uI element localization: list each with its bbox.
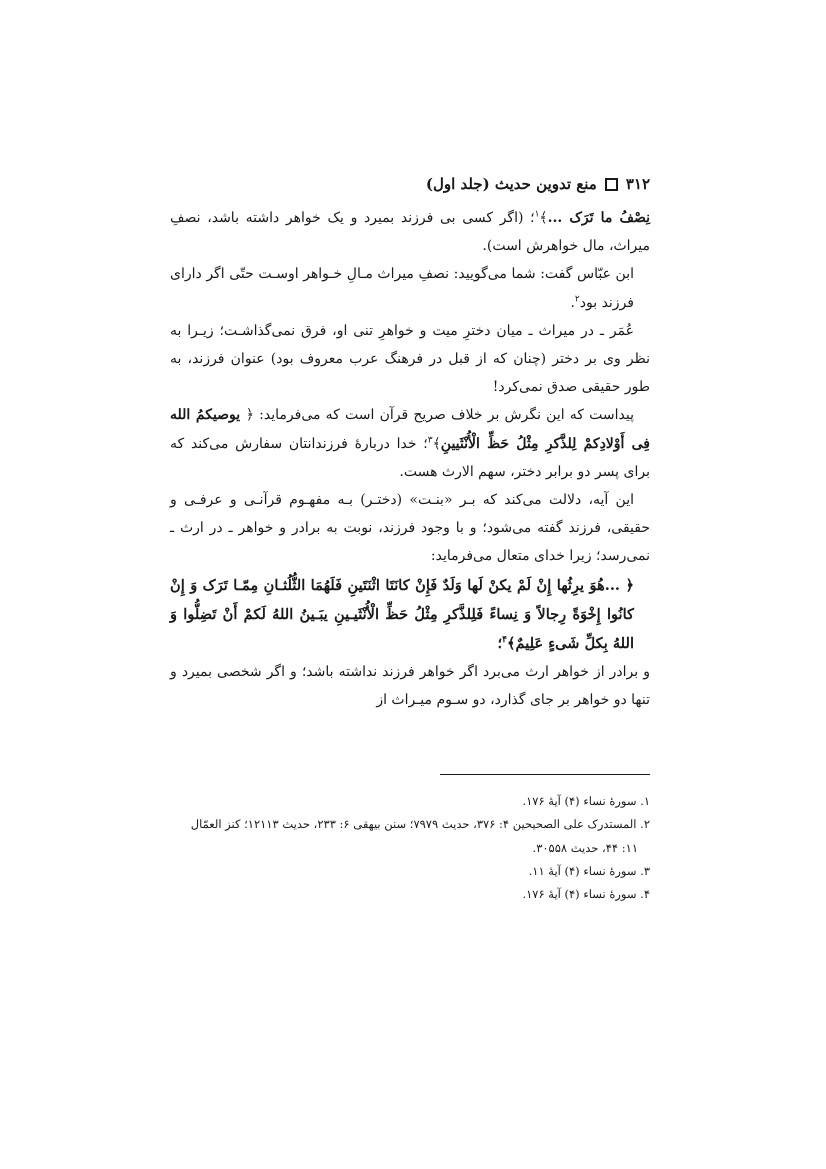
quote-bracket: ﴿ [620,576,634,594]
paragraph-text: ابن عبّاس گفت: شما می‌گویید: نصفِ میراث مـالِ خـواهر اوسـت حتّی اگر دارای فرزند بود [170,266,634,311]
paragraph-2 [170,260,650,316]
verse-text: ...هُوَ یرِثُها إِنْ لَمْ یکنْ لَها وَلَدٌ فَإِنْ کانَتَا اثْنَتَینِ فَلَهُمَا الثُّلُثـانِ مِمّـا تَرَک وَ إِنْ کانُوا إِخْوَةً رِجالاً وَ نِساءً فَلِلذَّکرِ مِثْلُ حَظِّ الْأُنْثَیـینِ یبَـینُ اللهُ لَکمْ أَنْ تَضِلُّوا وَ اللهُ بِکلِّ شَیءٍ عَلِیمٌ [170,576,634,652]
page [170,170,650,902]
footnote-3: ۳. سورهٔ نساء (۴) آیهٔ ۱۱. [528,863,650,878]
quote-bracket: ﴾ [506,634,516,652]
paragraph-text: ؛ [497,634,503,652]
paragraph-text: ؛ (اگر کسی بی فرزند بمیرد و یک خواهر داشته باشد، نصفِ میراث، مال خواهرش است). [170,210,650,255]
footnotes [170,790,650,906]
footnote-ref: ۲ [574,293,580,304]
paragraph-text: پیداست که این نگرش بر خلاف صریح قرآن است که می‌فرماید: ﴿ [245,407,634,424]
page-number: ۳۱۲ [625,175,650,193]
body-text [170,204,650,714]
paragraph-1 [170,204,650,260]
square-icon [605,178,618,191]
running-header [170,170,650,198]
footnote-ref: ۳ [427,434,433,445]
quran-quote: نِصْفُ ما تَرَک ... [547,210,650,226]
paragraph-3: عُمَر ـ در میراث ـ میان دخترِ میت و خواهرِ تنی او، فرق نمی‌گذاشـت؛ زیـرا به نظر وی بر دختر (چنان که از قبل در فرهنگ عرب معروف بود) عنوان فرزند، به طور حقیقی صدق نمی‌کرد! [170,322,650,396]
paragraph-6: و برادر از خواهر ارث می‌برد اگر خواهر فرزند نداشته باشد؛ و اگر شخصی بمیرد و تنها دو خواهر بر جای گذارد، دو سـوم میـراث از [170,663,650,708]
paragraph-text: ؛ خدا دربارهٔ فرزندانتان سفارش می‌کند که برای پسر دو برابر دختر، سهم الارث هست. [170,435,650,480]
paragraph-4 [170,401,650,486]
quote-bracket: ﴾ [539,210,548,226]
running-title: منع تدوین حدیث (جلد اول) [425,175,597,193]
paragraph-text: . [570,294,575,311]
footnote-ref: ۱ [534,209,540,220]
paragraph-5: این آیه، دلالت می‌کند که بـر «بنـت» (دختـر) بـه مفهـوم قرآنـی و عرفـی و حقیقی، فرزند گفته می‌شود؛ و با وجود فرزند، نوبت به برادر و خواهر ـ در ارث ـ نمی‌رسد؛ زیرا خدای متعال می‌فرماید: [170,492,650,565]
footnote-2: ۲. المستدرک علی الصحیحین ۴: ۳۷۶، حدیث ۷۹۷۹؛ سنن بیهقی ۶: ۲۳۳، حدیث ۱۲۱۱۳؛ کنز العمّال [190,817,650,832]
quran-verse [170,571,650,658]
quran-quote: یوصیکمُ الله فِی أَوْلادِکمْ لِلذَّکرِ مِثْلُ حَظِّ الْأُنْثَیینِ [170,407,650,452]
footnote-2-continued: ۱۱: ۴۴، حدیث ۳۰۵۵۸. [532,840,638,855]
footnote-divider [440,774,650,775]
footnote-1: ۱. سورهٔ نساء (۴) آیهٔ ۱۷۶. [522,794,650,808]
footnote-4: ۴. سورهٔ نساء (۴) آیهٔ ۱۷۶. [522,887,650,902]
quote-bracket: ﴾ [432,435,441,452]
footnote-ref: ۴ [502,634,507,645]
